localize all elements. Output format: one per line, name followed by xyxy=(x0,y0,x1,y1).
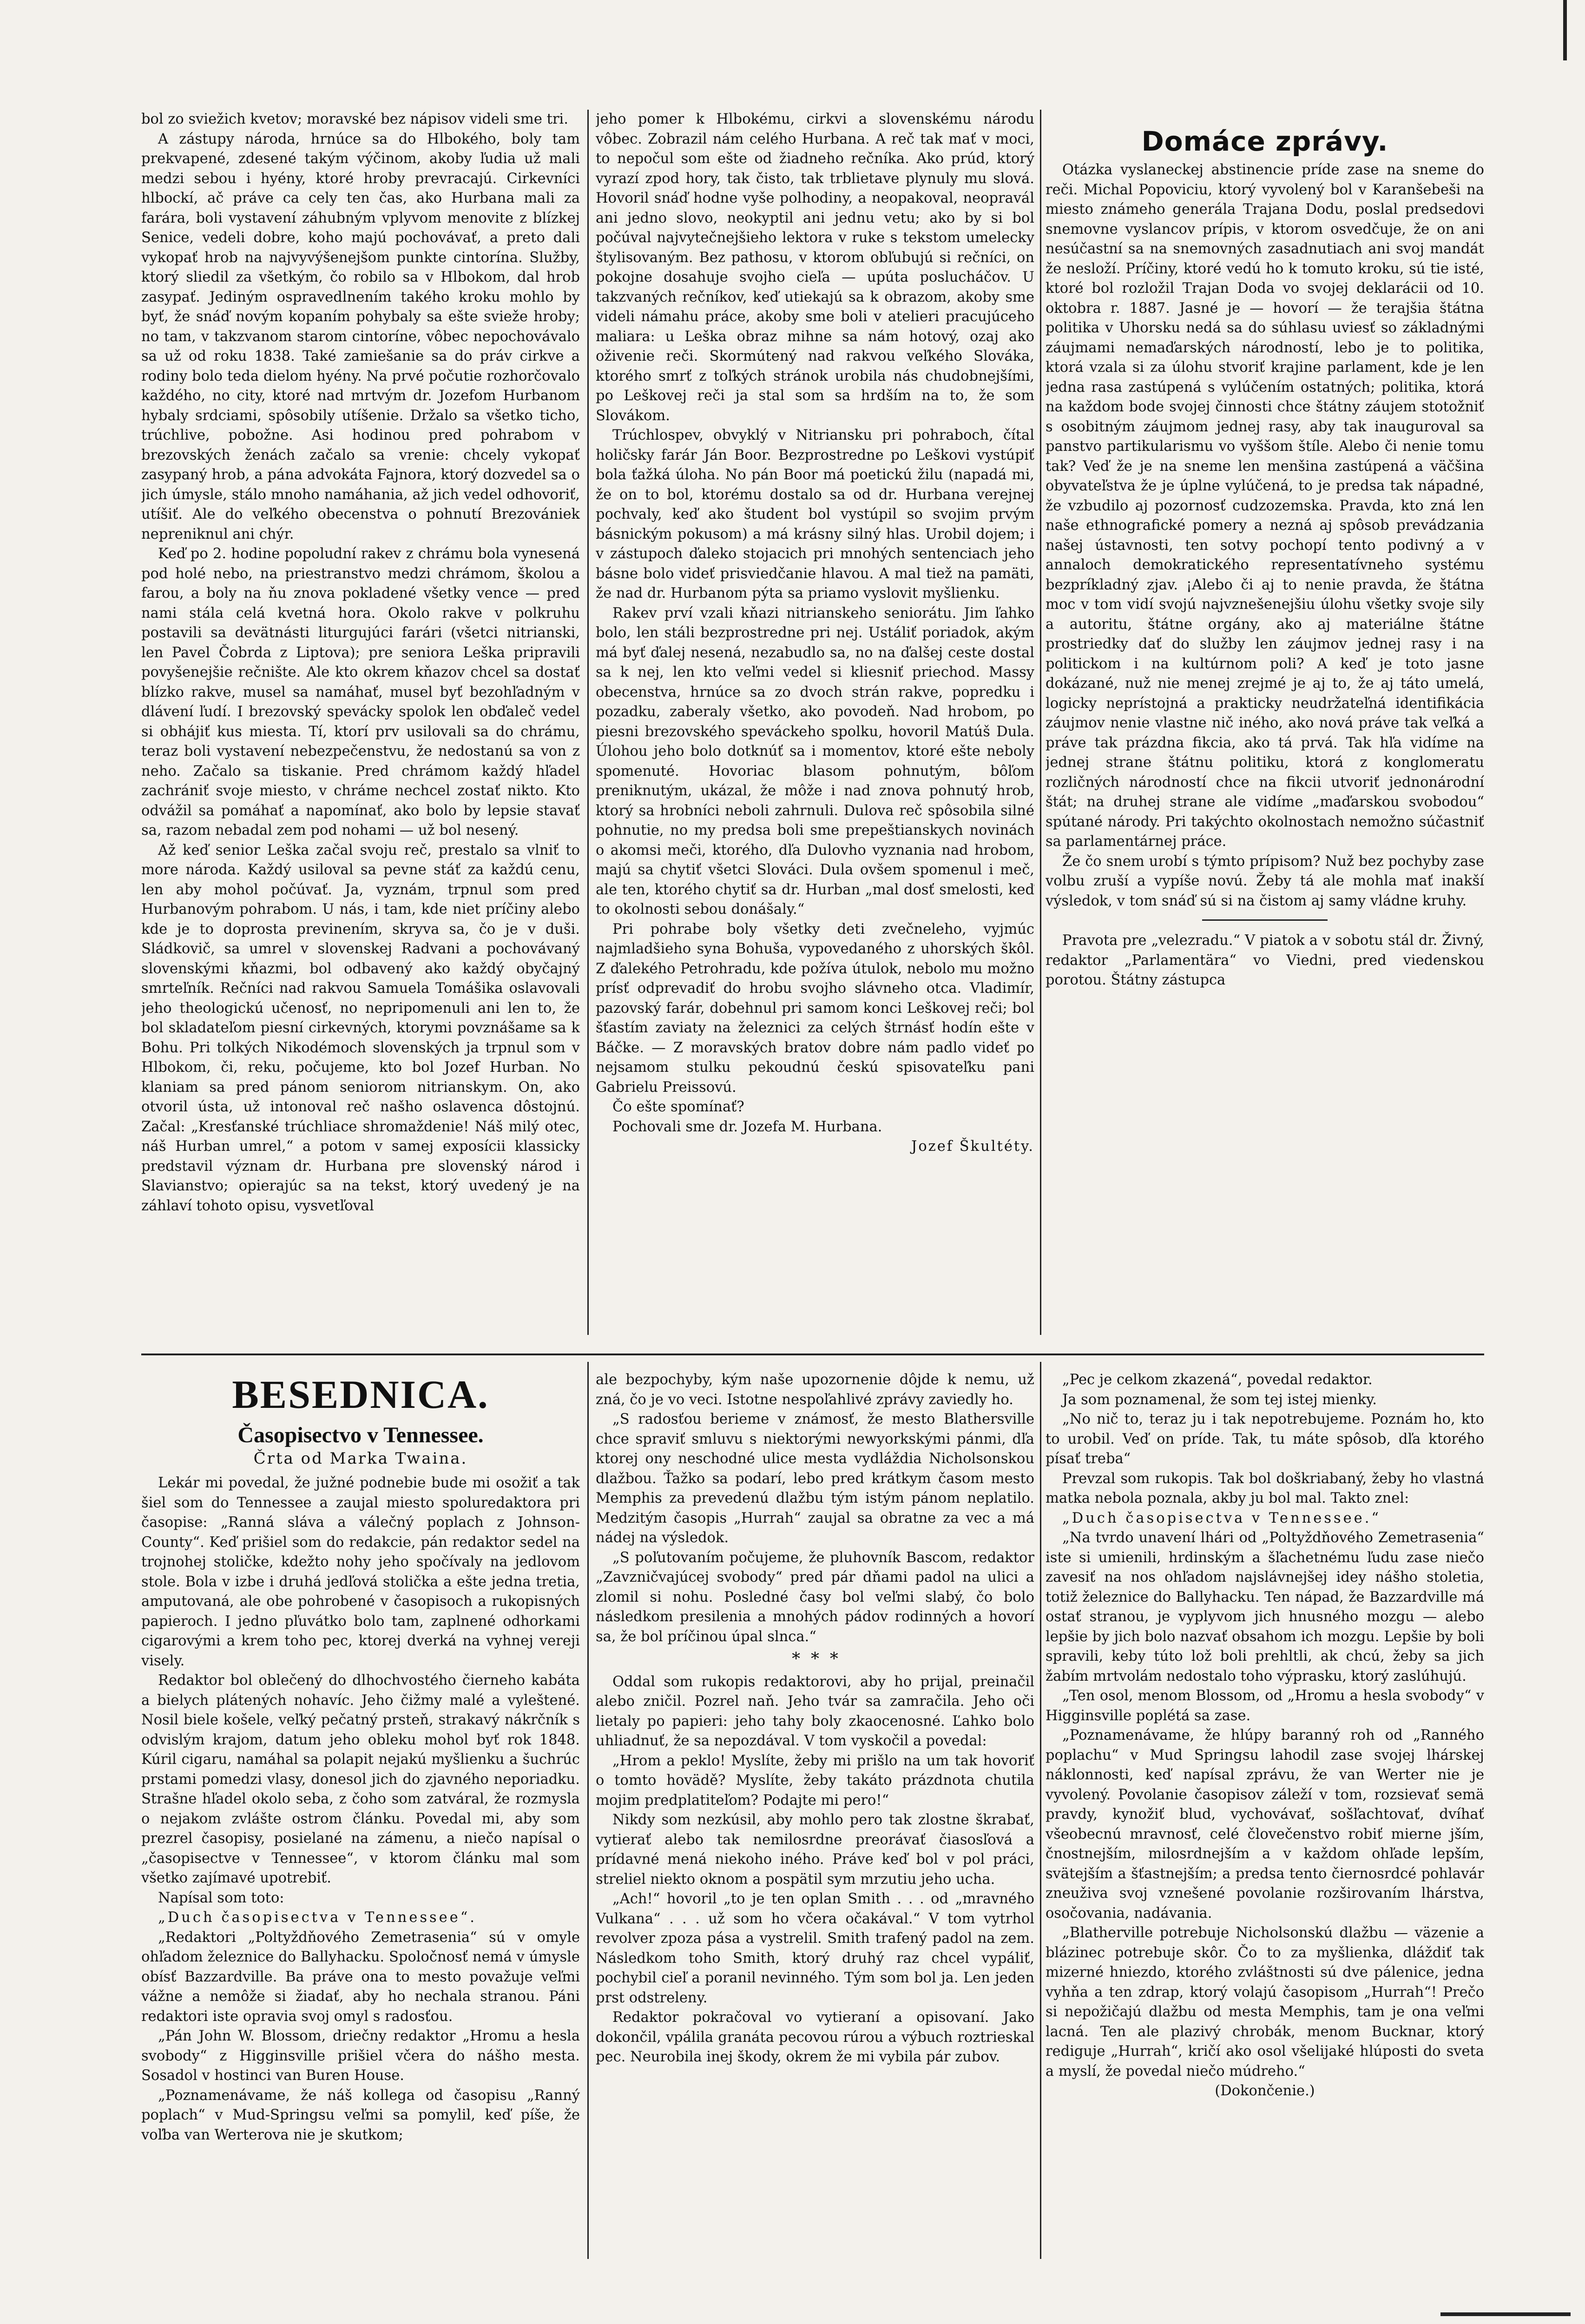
paragraph: „S poľutovaním počujeme, že pluhovník Bascom, redaktor „Zavzničvajúcej svobody“ pred pár dňami padol na ulici a zlomil si nohu. Posledné časy bol veľmi slabý, čo bolo následkom presilenia a mnohých pádov rodinných a hovorí sa, že bol príčinou úpal slnca.“ xyxy=(596,1549,1034,1645)
paragraph: „Pec je celkom zkazená“, povedal redaktor. xyxy=(1062,1372,1373,1388)
paragraph: „Poznamenávame, že hlúpy baranný roh od „Ranného poplachu“ v Mud Springsu lahodil zase svojej lhárskej náklonnosti, keď napísal zprávu, že van Werter nie je vyvolený. Povolanie časopisov záleží v tom, rozsievať semä pravdy, kynožiť blud, vychovávať, sošľachtovať, dvíhať všeobecnú mravnosť, celé človečenstvo robiť mierne jším, čnostnejším, milosrdnejším a v každom ohľade lepším, svätejším a šťastnejším; a predsa tento čiernosrdcé pohlavár zneuživa svoj vznešené povolanie rozširovaním lhárstva, osočovania, nadávania. xyxy=(1046,1727,1484,1921)
paragraph: Napísal som toto: xyxy=(158,1889,284,1906)
paragraph: Ja som poznamenal, že som tej istej mienky. xyxy=(1062,1391,1377,1408)
paragraph: Prevzal som rukopis. Tak bol doškriabaný, žeby ho vlastná matka nebola poznala, akby ju bol mal. Takto znel: xyxy=(1046,1470,1484,1506)
asterism: * * * xyxy=(792,1650,838,1669)
story-title: Časopisectvo v Tennessee. xyxy=(237,1423,484,1447)
paragraph: „Duch časopisectva v Tennessee“. xyxy=(158,1909,477,1926)
paragraph: jeho pomer k Hlbokému, cirkvi a slovenskému národu vôbec. Zobrazil nám celého Hurbana. A reč tak mať v moci, to nepočul som ešte od žiadneho rečníka. Ako prúd, ktorý vyrazí zpod hory, tak čisto, tak trblietave plynuly mu slová. Hovoril snáď hodne vyše polhodiny, a neopakoval, neopravál ani jedno slovo, neokyptil ani jednu vetu; ako by si bol počúval najvytečnejšieho lektora v ruke s tekstom umelecky štylisovaným. Bez pathosu, v ktorom obľubujú si rečníci, on pokojne dosahuje svojho cieľa — upúta poslucháčov. U takzvaných rečníkov, keď utiekajú sa k obrazom, akoby sme videli námahu práce, akoby sme boli v atelieri pracujúceho maliara: u Leška obraz mihne sa nám hotový, ozaj ako oživenie reči. Skormútený nad rakvou veľkého Slováka, ktorého smrť z toľkých stránok urobila nás chudobnejšími, po Leškovej reči ja stal som sa hrdším na to, že som Slovákom. xyxy=(596,111,1034,424)
paragraph: „Blatherville potrebuje Nicholsonskú dlažbu — väzenie a blázinec potrebuje skôr. Čo to za myšlienka, dláždiť tak mizerné hniezdo, ktorého zvláštnosti sú dve pálenice, jedna vyhňa a ten zdrap, ktorý volajú časopisom „Hurrah“! Prečo si nepožičajú dlažbu od mesta Memphis, tam je ona veľmi lacná. Ten ale plazivý chrobák, menom Bucknar, ktorý rediguje „Hurrah“, kričí ako osol všelijaké hlúposti do sveta a myslí, že povedal niečo múdreho.“ xyxy=(1046,1925,1484,2080)
section-heading-besednica: BESEDNICA. xyxy=(232,1372,489,1417)
column-rule xyxy=(587,110,589,1335)
column-rule xyxy=(1040,110,1041,1335)
paragraph: Redaktor bol oblečený do dlhochvostého čierneho kabáta a bielych plátených nohavíc. Jeho čižmy malé a vyleštené. Nosil biele košele, veľký pečatný prsteň, strakavý nákrčník s odvislým krajom, datum jeho obleku mohol byť rok 1848. Kúril cigaru, namáhal sa polapit nejakú myšlienku a šuchrúc prstami pomedzi vlasy, donesol jich do zjavného neporiadku. Strašne hľadel okolo seba, z čoho som zatváral, že rozmysla o nejakom zvlášte ostrom článku. Povedal mi, aby som prezrel časopisy, posielané na zámenu, a niečo napísal o „časopisectve v Tennessee“, v ktorom článku mal som všetko zajímavé upotrebiť. xyxy=(141,1672,580,1886)
story-byline: Črta od Marka Twaina. xyxy=(253,1449,468,1468)
paragraph: „Na tvrdo unavení lhári od „Poltyždňového Zemetrasenia“ iste si umienili, hrdinským a šľachetnému ľudu zase niečo zavesiť na nos ohľadom najslávnejšej idey nášho stoletia, totiž železnice do Ballyhacku. Ten nápad, že Bazzardville má ostať stranou, je vyplyvom jich hnusného mozgu — alebo lepšie by jich bolo nazvať obsahom ich mozgu. Lepšie by boli spravili, keby túto lož boli prehltli, ak chcú, žeby sa jich žabím mrtvolám nedostalo toho výprasku, ktorý zaslúhujú. xyxy=(1046,1530,1484,1684)
paragraph: „Poznamenávame, že náš kollega od časopisu „Ranný poplach“ v Mud-Springsu veľmi sa pomylil, keď píše, že voľba van Werterova nie je skutkom; xyxy=(141,2087,580,2143)
paragraph: „Hrom a peklo! Myslíte, žeby mi prišlo na um tak hovoriť o tomto hovädě? Myslíte, žeby takáto prázdnota chutila mojim predplatiteľom? Podajte mi pero!“ xyxy=(596,1752,1034,1809)
paragraph: Redaktor pokračoval vo vytieraní a opisovaní. Jako dokončil, vpálila granáta pecovou rúrou a výbuch roztrieskal pec. Neurobila inej škody, okrem že mi vybila pár zubov. xyxy=(596,2009,1034,2065)
feuilleton-col-1 xyxy=(141,1473,580,2282)
paragraph: Pri pohrabe boly všetky deti zvečneleho, vyjmúc najmladšieho syna Bohuša, vypovedaného z uhorských škôl. Z ďalekého Petrohradu, kde požíva útulok, nebolo mu možno prísť odprevadiť do hrobu svojho slávneho otca. Vladimír, pazovský farár, dobehnul pri samom konci Leškovej reči; bol šťastím zaviaty na železnici za celých štrnásť hodín ešte v Báčke. — Z moravských bratov dobre nám padlo videť po nejsamom stulku pekoudnú českú spisovateľku pani Gabrielu Preissovú. xyxy=(596,921,1034,1096)
paragraph: Pochovali sme dr. Jozefa M. Hurbana. xyxy=(612,1118,882,1135)
paragraph: „Pán John W. Blossom, driečny redaktor „Hromu a hesla svobody“ z Higginsville prišiel včera do nášho mesta. Sosadol v hostinci van Buren House. xyxy=(141,2028,580,2084)
separator-rule xyxy=(1202,919,1328,921)
paragraph: „Redaktori „Poltyždňového Zemetrasenia“ sú v omyle ohľadom železnice do Ballyhacku. Spoločnosť nemá v úmysle obísť Bazzardville. Ba práve ona to mesto považuje veľmi vážne a nemôže si žiadať, aby ho nechala stranou. Páni redaktori iste opravia svoj omyl s radosťou. xyxy=(141,1929,580,2025)
paragraph: Keď po 2. hodine popoludní rakev z chrámu bola vynesená pod holé nebo, na priestranstvo medzi chrámom, školou a farou, a boly na ňu znova pokladené všetky vence — pred nami stála celá kvetná hora. Okolo rakve v polkruhu postavili sa devätnásti liturgujúci farári (všetci nitrianski, len Pavel Čobrda z Liptova); pre seniora Leška pripravili povyšenejšie rečnište. Ale kto okrem kňazov chcel sa dostať blízko rakve, musel sa namáhať, musel byť bezohľadným v dlávení ľudí. I brezovský spevácky spolok len obďaleč vedel si obhájiť kus miesta. Tí, ktorí prv usilovali sa do chrámu, teraz boli vystavení nebezpečenstvu, že nedostanú sa von z neho. Začalo sa tiskanie. Pred chrámom každý hľadel zachrániť svoje miesto, v chráme nechcel zostať nikto. Kto odvážil sa pomáhať a napomínať, ako bolo by lepsie stavať sa, razom nebadal zem pod nohami — už bol nesený. xyxy=(141,546,580,838)
paragraph: Oddal som rukopis redaktorovi, aby ho prijal, preinačil alebo zničil. Pozrel naň. Jeho tvár sa zamračila. Jeho oči lietaly po papieri: jeho tahy boly zkaocenosné. Ľahko bolo uhliadnuť, že sa nepozdával. V tom vyskočil a povedal: xyxy=(596,1673,1034,1749)
paragraph: Že čo snem urobí s týmto prípisom? Nuž bez pochyby zase volbu zruší a vypíše novú. Žeby tá ale mohla mať inakší výsledok, v tom snáď sú si na čistom aj samy vládne kruhy. xyxy=(1046,853,1484,909)
feuilleton-col-3 xyxy=(1046,1370,1484,2184)
paragraph: ale bezpochyby, kým naše upozornenie dôjde k nemu, už zná, čo je vo veci. Istotne nespoľahlivé zprávy zaviedly ho. xyxy=(596,1372,1034,1408)
paragraph: Otázka vyslaneckej abstinencie príde zase na sneme do reči. Michal Popoviciu, ktorý vyvolený bol v Karanšebeši na miesto známeho generála Trajana Dodu, poslal predsedovi snemovne vyslancov prípis, v ktorom osvedčuje, že on ani nesúčastní sa na snemovných zasadnutiach ani svoj mandát že nesloží. Príčiny, ktoré vedú ho k tomuto kroku, sú tie isté, ktoré bol rozložil Trajan Doda vo svojej deklarácii od 10. oktobra r. 1887. Jasné je — hovorí — že terajšia štátna politika v Uhorsku nedá sa do súhlasu uviesť so základnými záujmami nemaďarských národností, lebo je to politika, ktorá vzala si za úlohu stvoriť krajine parlament, kde je len jedna rasa zastúpená s vylúčením ostatných; politika, ktorá na každom bode svojej činnosti chce štátny záujem stotožniť s osobitným záujmom jednej rasy, aby tak inauguroval sa panstvo partikularismu vo vyššom štíle. Alebo či nenie tomu tak? Veď že je na sneme len menšina zastúpená a väčšina obyvateľstva že je úplne vylúčená, to je predsa tak nápadné, že vzbudilo aj pozornosť cudzozemska. Pravda, kto zná len naše ethnografické pomery a nezná aj spôsob prevádzania našej ústavnosti, ten sotvy pochopí tento podivný a v annaloch demokratického representatívneho systému bezpríkladný zjav. ¡Alebo či aj to nenie pravda, že štátna moc v tom vidí svojú najvznešenejšiu úlohu všetky svoje sily a autoritu, štátne orgány, ako aj materiálne štátne prostriedky dať do služby len záujmov jednej rasy i na politickom i na kultúrnom poli? A keď je toto jasne dokázané, nuž nie menej zrejmé je aj to, že aj táto umelá, logicky neprístojná a prakticky neudržateľná identifikácia záujmov nenie vlastne nič iného, ako nová práve tak veľká a práve tak prázdna fikcia, ako tá prvá. Tak hľa vidíme na jednej strane štátnu politiku, ktorá z konglomeratu rozličných národností chce na fikcii utvoriť jednonárodní štát; na druhej strane ale vidíme „maďarskou svobodou“ spútané národy. Pri takýchto okolnostach nemožno súčastniť sa parlamentárnej práce. xyxy=(1046,162,1484,850)
paragraph: Trúchlospev, obvyklý v Nitriansku pri pohraboch, čítal holičsky farár Ján Boor. Bezprostredne po Leškovi vystúpiť bola ťažká úloha. No pán Boor má poetickú žilu (napadá mi, že on to bol, ktorému dostalo sa od dr. Hurbana verejnej pochvaly, keď ako študent bol vystúpil so svojim prvým básnickým pokusom) a má krásny silný hlas. Urobil dojem; i v zástupoch ďaleko stojacich pri mnohých sentenciach jeho básne bolo videť prisviedčanie hlavou. A mal tiež na pamäti, že nad dr. Hurbanom pýta sa priamo vyslovit myšlienku. xyxy=(596,427,1034,601)
paragraph: „Ten osol, menom Blossom, od „Hromu a hesla svobody“ v Higginsville poplétá sa zase. xyxy=(1046,1688,1484,1724)
column-rule xyxy=(587,1362,589,2259)
paragraph: „S radosťou berieme v známosť, že mesto Blathersville chce spraviť smluvu s niektorými newyorkskými pánmi, dľa ktorej ony neschodné ulice mesta vydláždia Nicholsonskou dlažbou. Ťažko sa podarí, lebo pred krátkym časom mesto Memphis za prevedenú dlažbu tým istým pánom neplatilo. Medzitým časopis „Hurrah“ zaujal sa obratne za vec a má nádej na výsledok. xyxy=(596,1411,1034,1546)
section-heading-domace: Domáce zprávy. xyxy=(1141,125,1388,157)
paragraph-pravota: Pravota pre „velezradu.“ V piatok a v sobotu stál dr. Živný, redaktor „Parlamentära“ vo Viedni, pred viedenskou porotou. Štátny zástupca xyxy=(1046,932,1484,988)
edge-mark-bottom xyxy=(1440,2312,1571,2316)
article-col-3 xyxy=(1046,160,1484,1332)
paragraph: Až keď senior Leška začal svoju reč, prestalo sa vlniť to more národa. Každý usiloval sa pevne stáť za každú cenu, len aby mohol počúvať. Ja, vyznám, trpnul som pred Hurbanovým pohrabom. U nás, i tam, kde niet príčiny alebo kde je to doprosta previnením, skryva sa, čo je v duši. Sládkovič, sa umrel v slovenskej Radvani a pochovávaný slovenskými kňazmi, bol odbavený ako každý obyčajný smrteľník. Rečníci nad rakvou Samuela Tomášika oslavovali jeho theologickú učenosť, no nepripomenuli ani len to, že bol skladateľom piesní cirkevných, ktorymi povznášame sa k Bohu. Pri tolkých Nikodémoch slovenských ja trpnul som v Hlbokom, či, reku, počujeme, kto bol Jozef Hurban. No klaniam sa pred pánom seniorom nitrianskym. On, ako otvoril ústa, už intonoval reč našho oslavenca dôstojnú. Začal: „Kresťanské trúchliace shromaždenie! Náš milý otec, náš Hurban umrel,“ a potom v samej exposícii klassicky predstavil význam dr. Hurbana pre slovenský národ i Slavianstvo; opierajúc sa na tekst, ktorý uvedený je na záhlaví tohoto opisu, vysvetľoval xyxy=(141,842,580,1214)
edge-mark xyxy=(1563,0,1567,60)
paragraph: Čo ešte spomínať? xyxy=(612,1099,744,1115)
section-rule xyxy=(141,1353,1484,1355)
author-signature: Jozef Škultéty. xyxy=(911,1138,1034,1155)
feuilleton-col-2 xyxy=(596,1370,1034,2277)
paragraph: „Ach!“ hovoril „to je ten oplan Smith . . . od „mravného Vulkana“ . . . už som ho včera očakával.“ V tom vytrhol revolver zpoza pása a vystrelil. Smith trafený padol na zem. Následkom toho Smith, ktorý druhý raz chcel vypáliť, pochybil cieľ a poranil nevinného. Tým som bol ja. Len jeden prst odstreleny. xyxy=(596,1891,1034,2006)
article-col-1 xyxy=(141,110,580,1332)
paragraph: Rakev prví vzali kňazi nitrianskeho seniorátu. Jim ľahko bolo, len stáli bezprostredne pri nej. Ustáliť poriadok, akým má byť ďalej nesená, nezabudlo sa, no na ďalšej ceste dostal sa k nej, len kto veľmi vedel si kliesniť priechod. Massy obecenstva, hrnúce sa zo dvoch strán rakve, popredku i pozadku, zaberaly všetko, ako povodeň. Nad hrobom, po piesni brezovského speváckeho spolku, hovoril Matúš Dula. Úlohou jeho bolo dotknúť sa i momentov, ktoré ešte neboly spomenuté. Hovoriac blasom pohnutým, bôľom preniknutým, ukázal, že môže i nad znova pohnutý hrob, ktorý sa hrobníci neboli zahrnuli. Dulova reč spôsobila silné pohnutie, no my predsa boli sme prepeštianskych novinách o akomsi meči, ktorého, dľa Dulovho vyznania nad hrobom, majú sa chytiť všetci Slováci. Dula ovšem spomenul i meč, ale ten, ktorého chytiť sa dr. Hurban „mal dosť smelosti, keď to okolnosti sebou donášaly.“ xyxy=(596,605,1034,918)
paragraph: „Duch časopisectva v Tennessee.“ xyxy=(1062,1510,1381,1526)
paragraph: Nikdy som nezkúsil, aby mohlo pero tak zlostne škrabať, vytierať alebo tak nemilosrdne preorávať čiasosľová a prídavné mená niekoho iného. Práve keď bol v pol práci, streliel niekto oknom a pospätil sym mrzutiu jeho ucha. xyxy=(596,1812,1034,1888)
article-col-2 xyxy=(596,110,1034,1346)
continuation-note: (Dokončenie.) xyxy=(1215,2083,1315,2099)
paragraph: Lekár mi povedal, že južné podnebie bude mi osožiť a tak šiel som do Tennessee a zaujal miesto spoluredaktora pri časopise: „Ranná sláva a válečný poplach z Johnson-County“. Keď prišiel som do redakcie, pán redaktor sedel na trojnohej stoličke, kdežto nohy jeho spočívaly na jedlovom stole. Bola v izbe i druhá jedľová stolička a ešte jedna tretia, amputovaná, ale obe pohrobené v časopisoch a rukopisných papieroch. I jedno pľuvátko bolo tam, zaplnené odhorkami cigarovými a krem toho pec, ktorej dverká na vyhnej vereji visely. xyxy=(141,1475,580,1669)
paragraph: „No nič to, teraz ju i tak nepotrebujeme. Poznám ho, kto to urobil. Veď on príde. Tak, tu máte spôsob, dľa ktorého písať treba“ xyxy=(1046,1411,1484,1467)
column-rule xyxy=(1040,1362,1041,2259)
paragraph: A zástupy národa, hrnúce sa do Hlbokého, boly tam prekvapené, zdesené takým výčinom, akoby ľudia už mali medzi sebou i hyény, ktoré hroby prevracajú. Cirkevníci hlbockí, ač práve ca cely ten čas, ako Hurbana mali za farára, boli vystavení záhubným vplyvom menovite z blízkej Senice, vedeli dobre, koho majú pochovávať, a preto dali vykopať hrob na najvyvýšenejšom punkte cintorína. Služby, ktorý sliedil za všetkým, čo robilo sa v Hlbokom, dal hrob zasypať. Jediným ospravedlnením takého kroku mohlo by byť, že snáď novým kopaním pohybaly sa ešte svieže hroby; no tam, v takzvanom starom cintoríne, vôbec nepochovávalo sa už od roku 1838. Také zamiešanie sa do práv cirkve a rodiny bolo teda dielom hyény. Na prvé počutie rozhorčovalo každého, no city, ktoré nad mrtvým dr. Jozefom Hurbanom hybaly srdciami, spôsobily utíšenie. Držalo sa všetko ticho, trúchlive, pobožne. Asi hodinou pred pohrabom v brezovských ženách začalo sa vrenie: chcely vykopať zasypaný hrob, a pána advokáta Fajnora, ktorý dozvedel sa o jich úmysle, stálo mnoho namáhania, až jich vedel odhovoriť, utíšiť. Ale do veľkého obecenstva o pohnutí Brezovániek nepreniknul ani chýr. xyxy=(141,131,580,542)
paragraph: bol zo sviežich kvetov; moravské bez nápisov videli sme tri. xyxy=(141,111,568,127)
